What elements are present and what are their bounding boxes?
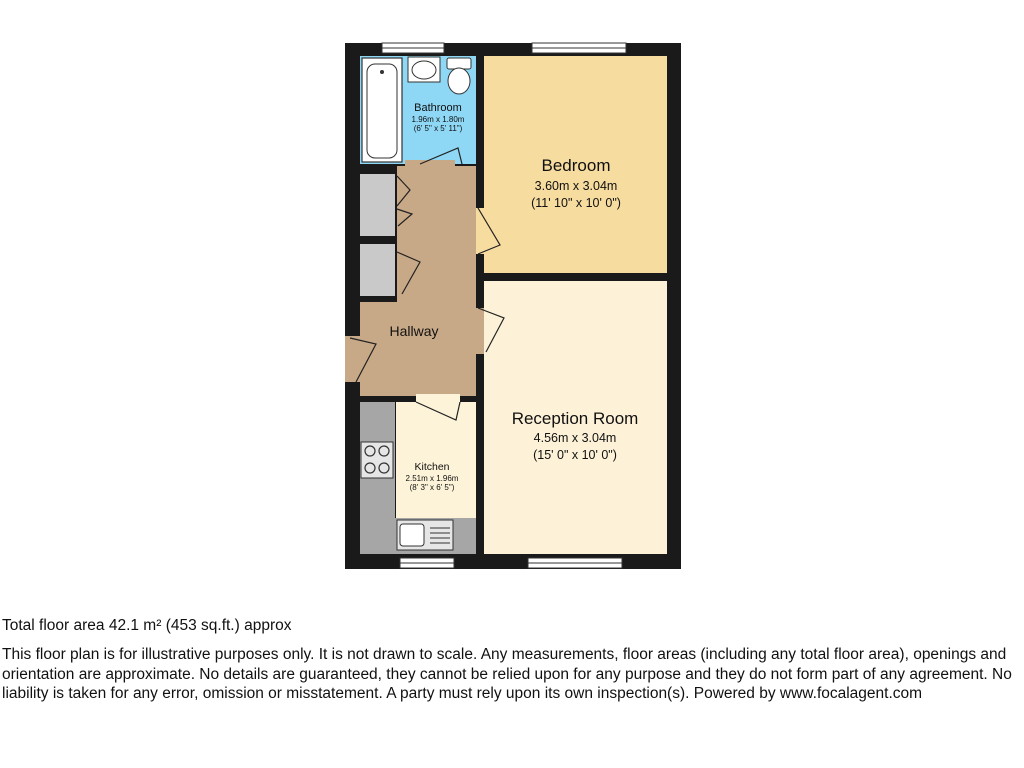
bedroom-name: Bedroom <box>541 156 611 175</box>
hob-icon <box>361 442 393 478</box>
hallway-name: Hallway <box>389 323 439 339</box>
kitchen-metric: 2.51m x 1.96m <box>405 474 459 483</box>
basin-icon <box>408 57 440 82</box>
bathroom-imperial: (6' 5" x 5' 11") <box>413 124 463 133</box>
hallway-floor-lower <box>360 302 476 396</box>
toilet-icon <box>447 58 471 94</box>
bathtub-icon <box>362 58 402 162</box>
bathroom-name: Bathroom <box>414 102 462 114</box>
bathroom-metric: 1.96m x 1.80m <box>411 115 465 124</box>
bedroom-metric: 3.60m x 3.04m <box>534 179 618 193</box>
reception-metric: 4.56m x 3.04m <box>533 431 617 445</box>
cupboard-lower <box>360 244 395 296</box>
kitchen-name: Kitchen <box>414 461 450 473</box>
cupboard-upper <box>360 174 395 236</box>
disclaimer-text: This floor plan is for illustrative purposes only. It is not drawn to scale. Any measurements, floor areas (including any total floor area), openings and orientation are approximate. No details are guaranteed, they cannot be relied upon for any purpose and they do not form part of any agreement. No liability is taken for any error, omission or misstatement. A party must rely upon its own inspection(s). Powered by www.focalagent.com <box>2 646 1012 702</box>
reception-imperial: (15' 0" x 10' 0") <box>533 448 617 462</box>
reception-name: Reception Room <box>511 409 639 428</box>
bedroom-imperial: (11' 10" x 10' 0") <box>531 196 621 210</box>
total-floor-area: Total floor area 42.1 m² (453 sq.ft.) approx <box>2 617 292 634</box>
kitchen-imperial: (8' 3" x 6' 5") <box>409 483 455 492</box>
sink-icon <box>397 520 453 550</box>
